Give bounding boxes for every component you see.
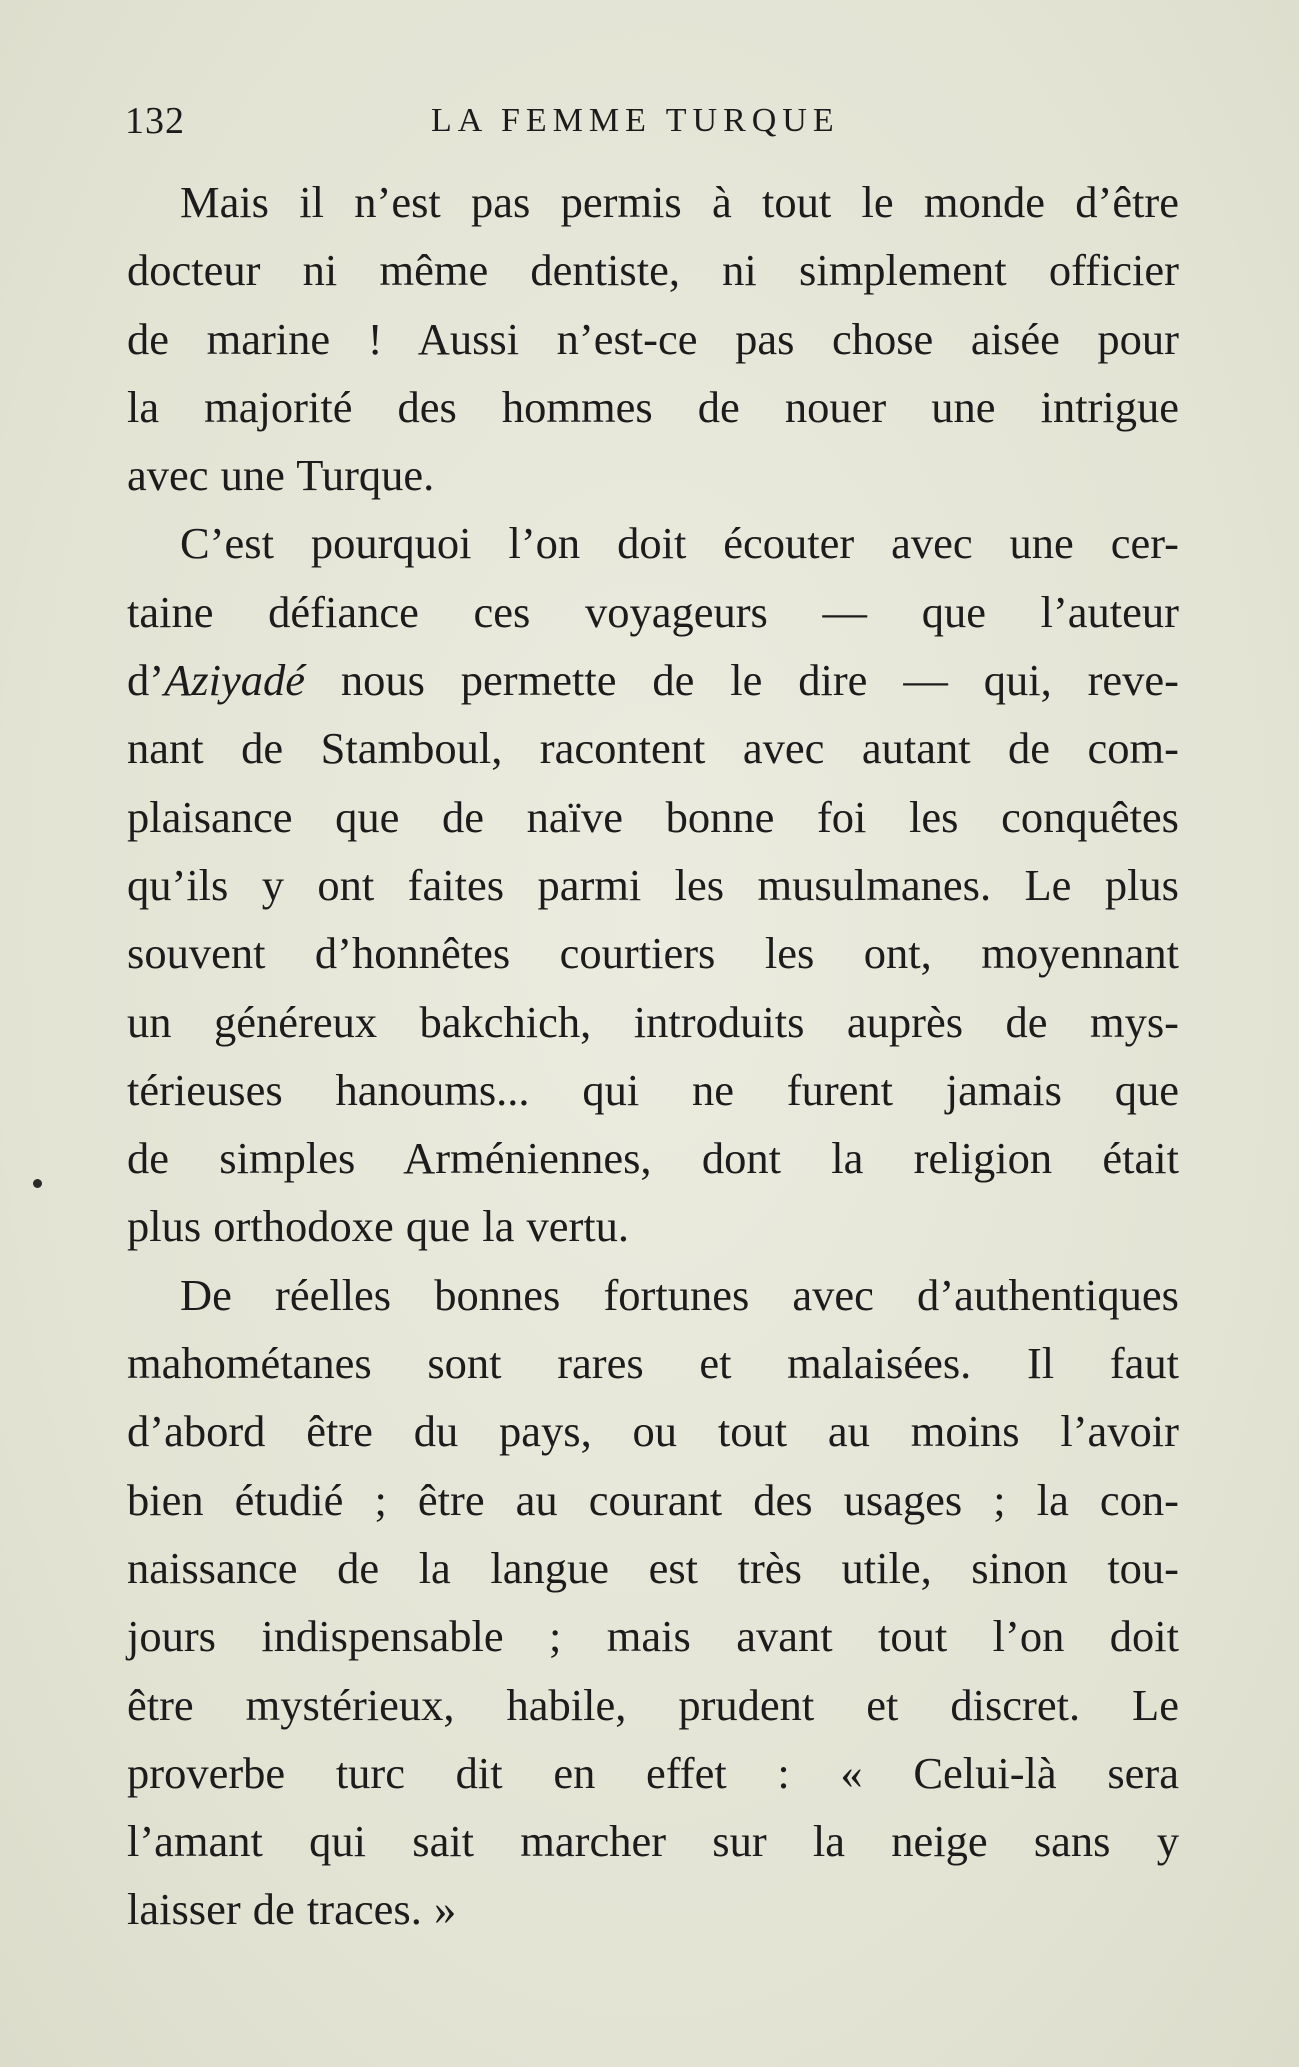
text-line: souvent d’honnêtes courtiers les ont, moyennant bbox=[127, 928, 1179, 979]
text-line: la majorité des hommes de nouer une intrigue bbox=[127, 381, 1179, 432]
text-line: mahométanes sont rares et malaisées. Il faut bbox=[127, 1338, 1179, 1389]
ink-speck bbox=[33, 1179, 42, 1188]
text-fragment: nous permette de le dire — qui, reve- bbox=[340, 655, 1179, 706]
text-line: naissance de la langue est très utile, sinon tou- bbox=[127, 1542, 1179, 1593]
text-line: d’abord être du pays, ou tout au moins l’avoir bbox=[127, 1406, 1179, 1457]
text-line: l’amant qui sait marcher sur la neige sans y bbox=[127, 1816, 1179, 1867]
text-line: avec une Turque. bbox=[127, 450, 435, 501]
text-line: jours indispensable ; mais avant tout l’on doit bbox=[127, 1611, 1179, 1662]
text-line: bien étudié ; être au courant des usages ; la con- bbox=[127, 1474, 1179, 1525]
text-line: taine défiance ces voyageurs — que l’auteur bbox=[127, 586, 1179, 637]
text-line: plus orthodoxe que la vertu. bbox=[127, 1201, 630, 1252]
text-line: térieuses hanoums... qui ne furent jamais que bbox=[127, 1064, 1179, 1115]
text-line: Mais il n’est pas permis à tout le monde d’être bbox=[180, 177, 1179, 227]
text-line: De réelles bonnes fortunes avec d’authentiques bbox=[180, 1269, 1179, 1320]
text-fragment: d’ bbox=[127, 655, 165, 706]
text-line: de marine ! Aussi n’est-ce pas chose aisée pour bbox=[127, 313, 1179, 364]
text-line-with-title bbox=[127, 646, 1179, 714]
text-line: proverbe turc dit en effet : « Celui-là sera bbox=[127, 1747, 1179, 1798]
text-line: nant de Stamboul, racontent avec autant de com- bbox=[127, 723, 1179, 774]
page-header bbox=[125, 96, 1185, 146]
text-line: un généreux bakchich, introduits auprès de mys- bbox=[127, 996, 1179, 1047]
book-title-italic: Aziyadé bbox=[164, 655, 305, 706]
body-text bbox=[127, 168, 1179, 1944]
text-line: qu’ils y ont faites parmi les musulmanes. Le plus bbox=[127, 859, 1179, 910]
text-line: de simples Arméniennes, dont la religion était bbox=[127, 1133, 1179, 1184]
text-line: C’est pourquoi l’on doit écouter avec une cer- bbox=[180, 518, 1179, 569]
text-line: docteur ni même dentiste, ni simplement officier bbox=[127, 245, 1179, 296]
page-number: 132 bbox=[125, 100, 185, 142]
text-line: plaisance que de naïve bonne foi les conquêtes bbox=[127, 791, 1179, 842]
text-line: laisser de traces. » bbox=[127, 1884, 457, 1935]
running-title: LA FEMME TURQUE bbox=[431, 102, 840, 139]
text-line: être mystérieux, habile, prudent et discret. Le bbox=[127, 1679, 1179, 1730]
